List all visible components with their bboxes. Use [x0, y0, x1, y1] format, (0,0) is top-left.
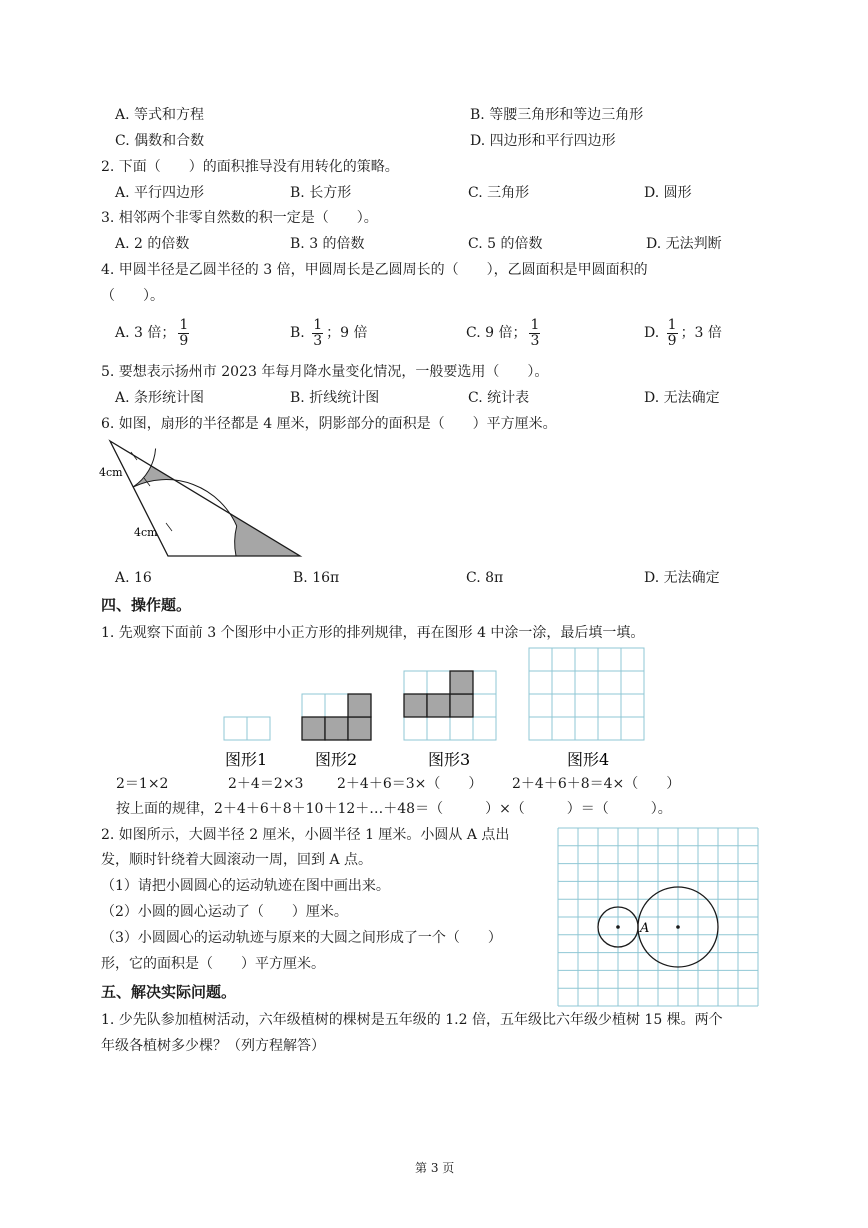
equation-3: 2＋4＋6＝3×（ ） [337, 776, 483, 792]
section5-title: 五、解决实际问题。 [101, 983, 237, 1001]
q6-option-a: A. 16 [115, 570, 152, 586]
q4-option-d-fraction [667, 318, 678, 349]
q2-option-a: A. 平行四边形 [115, 185, 205, 201]
fraction-numerator: 1 [313, 316, 323, 333]
q2-option-c: C. 三角形 [468, 185, 530, 201]
q3-option-c: C. 5 的倍数 [468, 236, 543, 252]
q4-option-a-fraction [178, 318, 189, 349]
section4-p1-stem: 1. 先观察下面前 3 个图形中小正方形的排列规律，再在图形 4 中涂一涂，最后填一填。 [101, 625, 645, 641]
pattern-figures [215, 645, 655, 775]
q6-triangle-figure [95, 435, 310, 565]
q1-option-b: B. 等腰三角形和等边三角形 [470, 107, 644, 123]
figure-1-label: 图形1 [225, 750, 268, 769]
q4-option-b-suffix: ；9 倍 [326, 325, 368, 341]
dimension-label-bottom: 4cm [134, 526, 158, 539]
q4-stem-line1: 4. 甲圆半径是乙圆半径的 3 倍，甲圆周长是乙圆周长的（ ），乙圆面积是甲圆面积的 [101, 262, 648, 278]
q5-stem: 5. 要想表示扬州市 2023 年每月降水量变化情况，一般要选用（ ）。 [101, 364, 549, 380]
fraction-denominator: 9 [179, 332, 189, 349]
fraction-denominator: 3 [313, 332, 323, 349]
q4-stem-line2: （ ）。 [101, 288, 164, 304]
square-grid [558, 828, 758, 1006]
q1-option-d: D. 四边形和平行四边形 [470, 133, 616, 149]
q4-option-c-prefix: C. 9 倍； [466, 325, 527, 341]
small-circle-center [616, 925, 620, 929]
q4-option-c-fraction [529, 318, 540, 349]
q6-option-b: B. 16π [293, 570, 340, 586]
figure-4-grid [529, 648, 644, 740]
q5-option-a: A. 条形统计图 [115, 390, 205, 406]
q4-option-b-fraction [312, 318, 323, 349]
q3-stem: 3. 相邻两个非零自然数的积一定是（ ）。 [101, 210, 378, 226]
q2-option-d: D. 圆形 [644, 185, 692, 201]
fraction-denominator: 3 [530, 332, 540, 349]
section4-p2-line1: 2. 如图所示，大圆半径 2 厘米，小圆半径 1 厘米。小圆从 A 点出 [101, 827, 510, 843]
q3-option-a: A. 2 的倍数 [115, 236, 190, 252]
q5-option-c: C. 统计表 [468, 390, 530, 406]
equation-1: 2＝1×2 [116, 776, 169, 792]
pattern-rule-question: 按上面的规律，2＋4＋6＋8＋10＋12＋…＋48＝（ ）×（ ）＝（ ）。 [116, 801, 672, 817]
figure-3-grid [404, 671, 496, 740]
q4-option-a [115, 316, 192, 350]
section4-p2-sub2: （2）小圆的圆心运动了（ ）厘米。 [101, 904, 348, 920]
page-number: 第 3 页 [415, 1161, 455, 1175]
q6-stem: 6. 如图，扇形的半径都是 4 厘米，阴影部分的面积是（ ）平方厘米。 [101, 416, 557, 432]
q2-stem: 2. 下面（ ）的面积推导没有用转化的策略。 [101, 159, 399, 175]
q5-option-b: B. 折线统计图 [290, 390, 380, 406]
q4-option-d-prefix: D. [644, 325, 664, 341]
figure-1-grid [224, 717, 270, 740]
section4-p2-line2: 发，顺时针绕着大圆滚动一周，回到 A 点。 [101, 852, 373, 868]
fraction-numerator: 1 [179, 316, 189, 333]
q4-option-a-prefix: A. 3 倍； [115, 325, 176, 341]
q1-option-c: C. 偶数和合数 [115, 133, 205, 149]
q4-option-d [644, 316, 722, 350]
circle-rolling-grid [555, 825, 760, 1010]
q6-option-d: D. 无法确定 [644, 570, 720, 586]
section5-p1-line2: 年级各植树多少棵？（列方程解答） [101, 1038, 325, 1054]
q2-option-b: B. 长方形 [290, 185, 352, 201]
fraction-denominator: 9 [667, 332, 677, 349]
q3-option-d: D. 无法判断 [646, 236, 722, 252]
equation-4: 2＋4＋6＋8＝4×（ ） [512, 776, 681, 792]
section4-p2-sub3b: 形，它的面积是（ ）平方厘米。 [101, 956, 325, 972]
section4-p2-sub3: （3）小圆圆心的运动轨迹与原来的大圆之间形成了一个（ ） [101, 930, 502, 946]
q1-option-a: A. 等式和方程 [115, 107, 205, 123]
figure-2-grid [302, 694, 371, 740]
dimension-label-top: 4cm [99, 466, 123, 479]
q4-option-d-suffix: ；3 倍 [680, 325, 722, 341]
section4-p2-sub1: （1）请把小圆圆心的运动轨迹在图中画出来。 [101, 878, 390, 894]
q3-option-b: B. 3 的倍数 [290, 236, 365, 252]
figure-4-label: 图形4 [567, 750, 610, 769]
q4-option-c [466, 316, 543, 350]
section5-p1-line1: 1. 少先队参加植树活动，六年级植树的棵树是五年级的 1.2 倍，五年级比六年级少植树 15 棵。两个 [101, 1012, 723, 1028]
fraction-numerator: 1 [667, 316, 677, 333]
q5-option-d: D. 无法确定 [644, 390, 720, 406]
figure-2-label: 图形2 [315, 750, 358, 769]
large-circle-center [676, 925, 680, 929]
q4-option-b-prefix: B. [290, 325, 310, 341]
q4-option-b [290, 316, 367, 350]
point-a-label: A [640, 921, 650, 936]
section4-title: 四、操作题。 [101, 596, 192, 614]
fraction-numerator: 1 [530, 316, 540, 333]
q6-option-c: C. 8π [466, 570, 504, 586]
equation-2: 2＋4＝2×3 [228, 776, 304, 792]
figure-3-label: 图形3 [428, 750, 471, 769]
